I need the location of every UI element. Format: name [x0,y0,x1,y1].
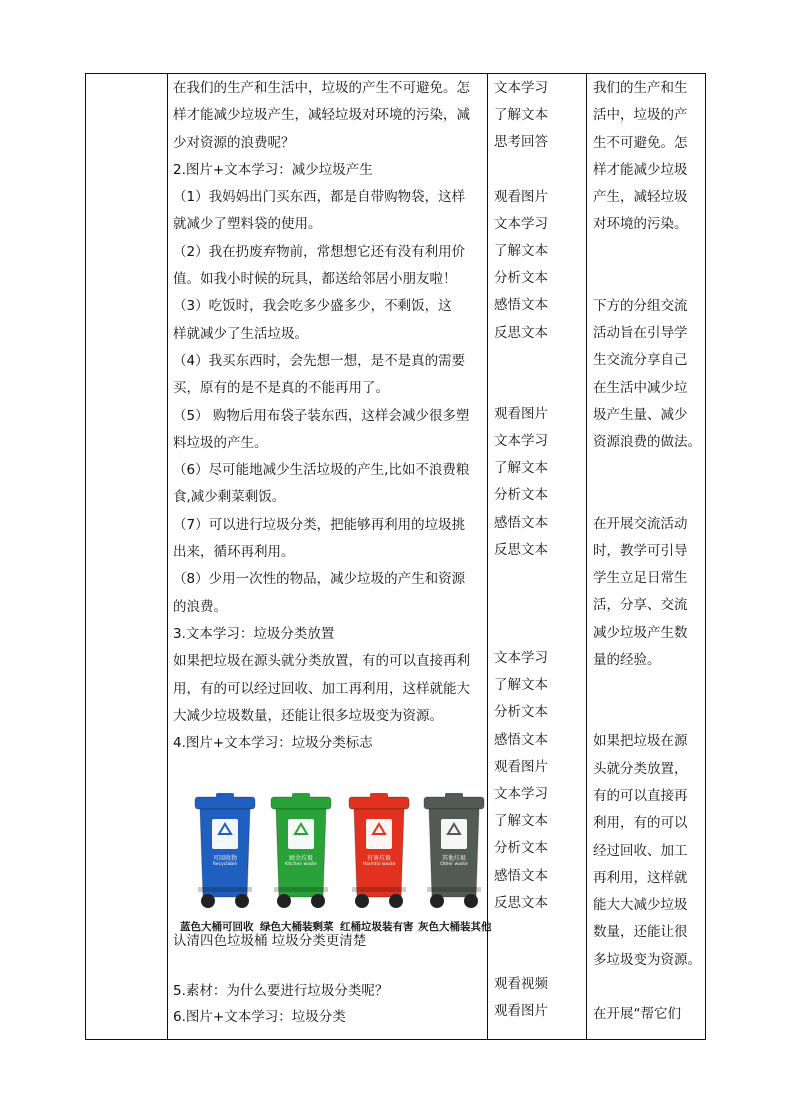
content-line: 如果把垃圾在源头就分类放置，有的可以直接再利 [173,653,470,670]
intent-line: 产生，减轻垃圾 [593,189,688,206]
table-col-border-4 [586,73,587,1040]
activity-line: 文本学习 [494,215,548,232]
intent-line: 有的可以直接再 [593,787,688,804]
activity-line: 反思文本 [494,541,548,558]
trash-bin [270,793,332,913]
activity-line: 分析文本 [494,704,548,721]
intent-line: 资源浪费的做法。 [593,434,701,451]
activity-line: 观看图片 [494,758,548,775]
content-line: 在我们的生产和生活中，垃圾的产生不可避免。怎 [173,80,470,96]
table-col-border-2 [167,73,168,1040]
activity-line: 了解文本 [494,460,548,477]
intent-line: 生不可避免。怎 [593,134,688,151]
content-line [173,952,388,980]
activity-line: 了解文本 [494,243,548,260]
activity-line: 观看图片 [494,188,548,205]
content-line: 4.图片+文本学习：垃圾分类标志 [173,735,373,752]
content-line: 6.图片+文本学习：垃圾分类 [173,1009,346,1025]
intent-line: 活动旨在引导学 [593,325,688,342]
bin-caption: 绿色大桶装剩菜 [260,921,334,933]
content-line: 大减少垃圾数量，还能让很多垃圾变为资源。 [173,707,443,724]
design-intent-column [593,75,703,1028]
bin-sublabel: Other waste [440,862,468,867]
bin-label: 可回收物 [212,855,237,862]
content-line: 值。如我小时候的玩具，都送给邻居小朋友啦！ [173,271,457,288]
content-line: 2.图片+文本学习：减少垃圾产生 [173,161,373,178]
table-col-border-3 [487,73,488,1040]
activity-line: 观看视频 [494,976,548,993]
activity-line: 分析文本 [494,487,548,504]
intent-line: 对环境的污染。 [593,216,688,233]
table-col-border-5 [705,73,706,1040]
student-activity-column [494,75,584,1025]
intent-line: 时，教学可引导 [593,542,688,559]
content-line: 用，有的可以经过回收、加工再利用，这样就能大 [173,680,470,697]
intent-line: 多垃圾变为资源。 [593,951,701,968]
activity-line: 了解文本 [494,813,548,830]
table-col-border-1 [85,73,86,1040]
bin-label: 有害垃圾 [366,855,391,862]
intent-line: 我们的生产和生 [593,80,688,96]
intent-line [593,266,703,293]
intent-line: 再利用，这样就 [593,869,688,886]
activity-line [494,618,584,645]
activity-line: 文本学习 [494,80,548,96]
activity-line: 观看图片 [494,1003,548,1020]
activity-line [494,944,584,971]
activity-line: 了解文本 [494,107,548,124]
activity-line: 分析文本 [494,270,548,287]
activity-line: 反思文本 [494,324,548,341]
bin-sublabel: Harmful waste [362,862,396,867]
activity-line: 反思文本 [494,894,548,911]
content-line: （1）我妈妈出门买东西，都是自带购物袋，这样 [173,189,466,206]
content-line: （4）我买东西时，会先想一想，是不是真的需要 [173,352,466,369]
activity-line: 文本学习 [494,650,548,667]
bin-caption: 蓝色大桶可回收 [180,921,254,933]
activity-line [494,374,584,401]
intent-line [593,239,703,266]
intent-line: 下方的分组交流 [593,297,688,314]
intent-line: 在开展交流活动 [593,515,688,532]
intent-line [593,457,703,484]
table-bottom-border [85,1039,706,1040]
intent-line [593,974,703,1001]
trash-bin [194,793,256,913]
intent-line: 在开展“帮它们 [593,1006,681,1023]
intent-line [593,484,703,511]
intent-line: 减少垃圾产生数 [593,624,688,641]
activity-line: 思考回答 [494,134,548,151]
content-line: 买，原有的是不是真的不能再用了。 [173,380,389,397]
activity-line: 观看图片 [494,405,548,422]
intent-line: 数量，还能让很 [593,924,688,941]
teaching-content-column [173,75,485,757]
content-line: （8）少用一次性的物品，减少垃圾的产生和资源 [173,571,466,588]
activity-line [494,347,584,374]
content-line: 就减少了塑料袋的使用。 [173,216,322,233]
content-line: 样才能减少垃圾产生，减轻垃圾对环境的污染，减 [173,107,470,124]
bin-caption: 红桶垃圾装有害 [340,921,414,933]
table-top-border [85,73,706,74]
activity-line [494,157,584,184]
bin-sublabel: Recyclable [212,862,238,867]
intent-line: 经过回收、加工 [593,842,688,859]
activity-line: 分析文本 [494,840,548,857]
content-line: 3.文本学习：垃圾分类放置 [173,625,335,642]
intent-line: 学生立足日常生 [593,570,688,587]
activity-line: 感悟文本 [494,867,548,884]
trash-bin [423,793,485,913]
intent-line: 利用，有的可以 [593,815,688,832]
intent-line: 活中，垃圾的产 [593,107,688,124]
content-line: （3）吃饭时，我会吃多少盛多少，不剩饭，这 [173,298,452,315]
content-line: （6）尽可能地减少生活垃圾的产生,比如不浪费粮 [173,462,470,479]
intent-line: 在生活中减少垃 [593,379,688,396]
activity-line [494,917,584,944]
trash-bin [348,793,410,913]
activity-line: 感悟文本 [494,514,548,531]
content-line: 5.素材：为什么要进行垃圾分类呢？ [173,983,389,999]
trash-bins-image [180,793,492,933]
content-line: 出来，循环再利用。 [173,544,295,561]
content-line: 食,减少剩菜剩饭。 [173,489,286,506]
intent-line: 样才能减少垃圾 [593,161,688,178]
activity-line: 文本学习 [494,786,548,803]
intent-line [593,674,703,701]
content-line: （5） 购物后用布袋子装东西，这样会减少很多塑 [173,407,470,424]
activity-line [494,591,584,618]
bin-caption: 灰色大桶装其他 [418,921,492,933]
content-after-image [173,930,388,1028]
activity-line [494,564,584,591]
content-line: 少对资源的浪费呢？ [173,134,295,151]
bin-sublabel: Kitchen waste [285,862,317,867]
intent-line: 圾产生量、减少 [593,406,688,423]
intent-line: 量的经验。 [593,652,661,669]
intent-line: 能大大减少垃圾 [593,897,688,914]
content-line: 认清四色垃圾桶 垃圾分类更清楚 [173,933,367,949]
content-line: 的浪费。 [173,598,227,615]
activity-line: 了解文本 [494,677,548,694]
intent-line: 生交流分享自己 [593,352,688,369]
intent-line: 头就分类放置， [593,760,688,777]
intent-line: 如果把垃圾在源 [593,733,688,750]
activity-line: 感悟文本 [494,731,548,748]
activity-line: 感悟文本 [494,297,548,314]
content-line: 料垃圾的产生。 [173,434,268,451]
content-line: （2）我在扔废弃物前，常想想它还有没有利用价 [173,243,466,260]
content-line: （7）可以进行垃圾分类，把能够再利用的垃圾挑 [173,516,466,533]
bin-label: 厨余垃圾 [288,855,313,862]
activity-line: 文本学习 [494,433,548,450]
intent-line [593,701,703,728]
content-line: 样就减少了生活垃圾。 [173,325,308,342]
intent-line: 活，分享、交流 [593,597,688,614]
bin-label: 其他垃圾 [441,855,466,862]
